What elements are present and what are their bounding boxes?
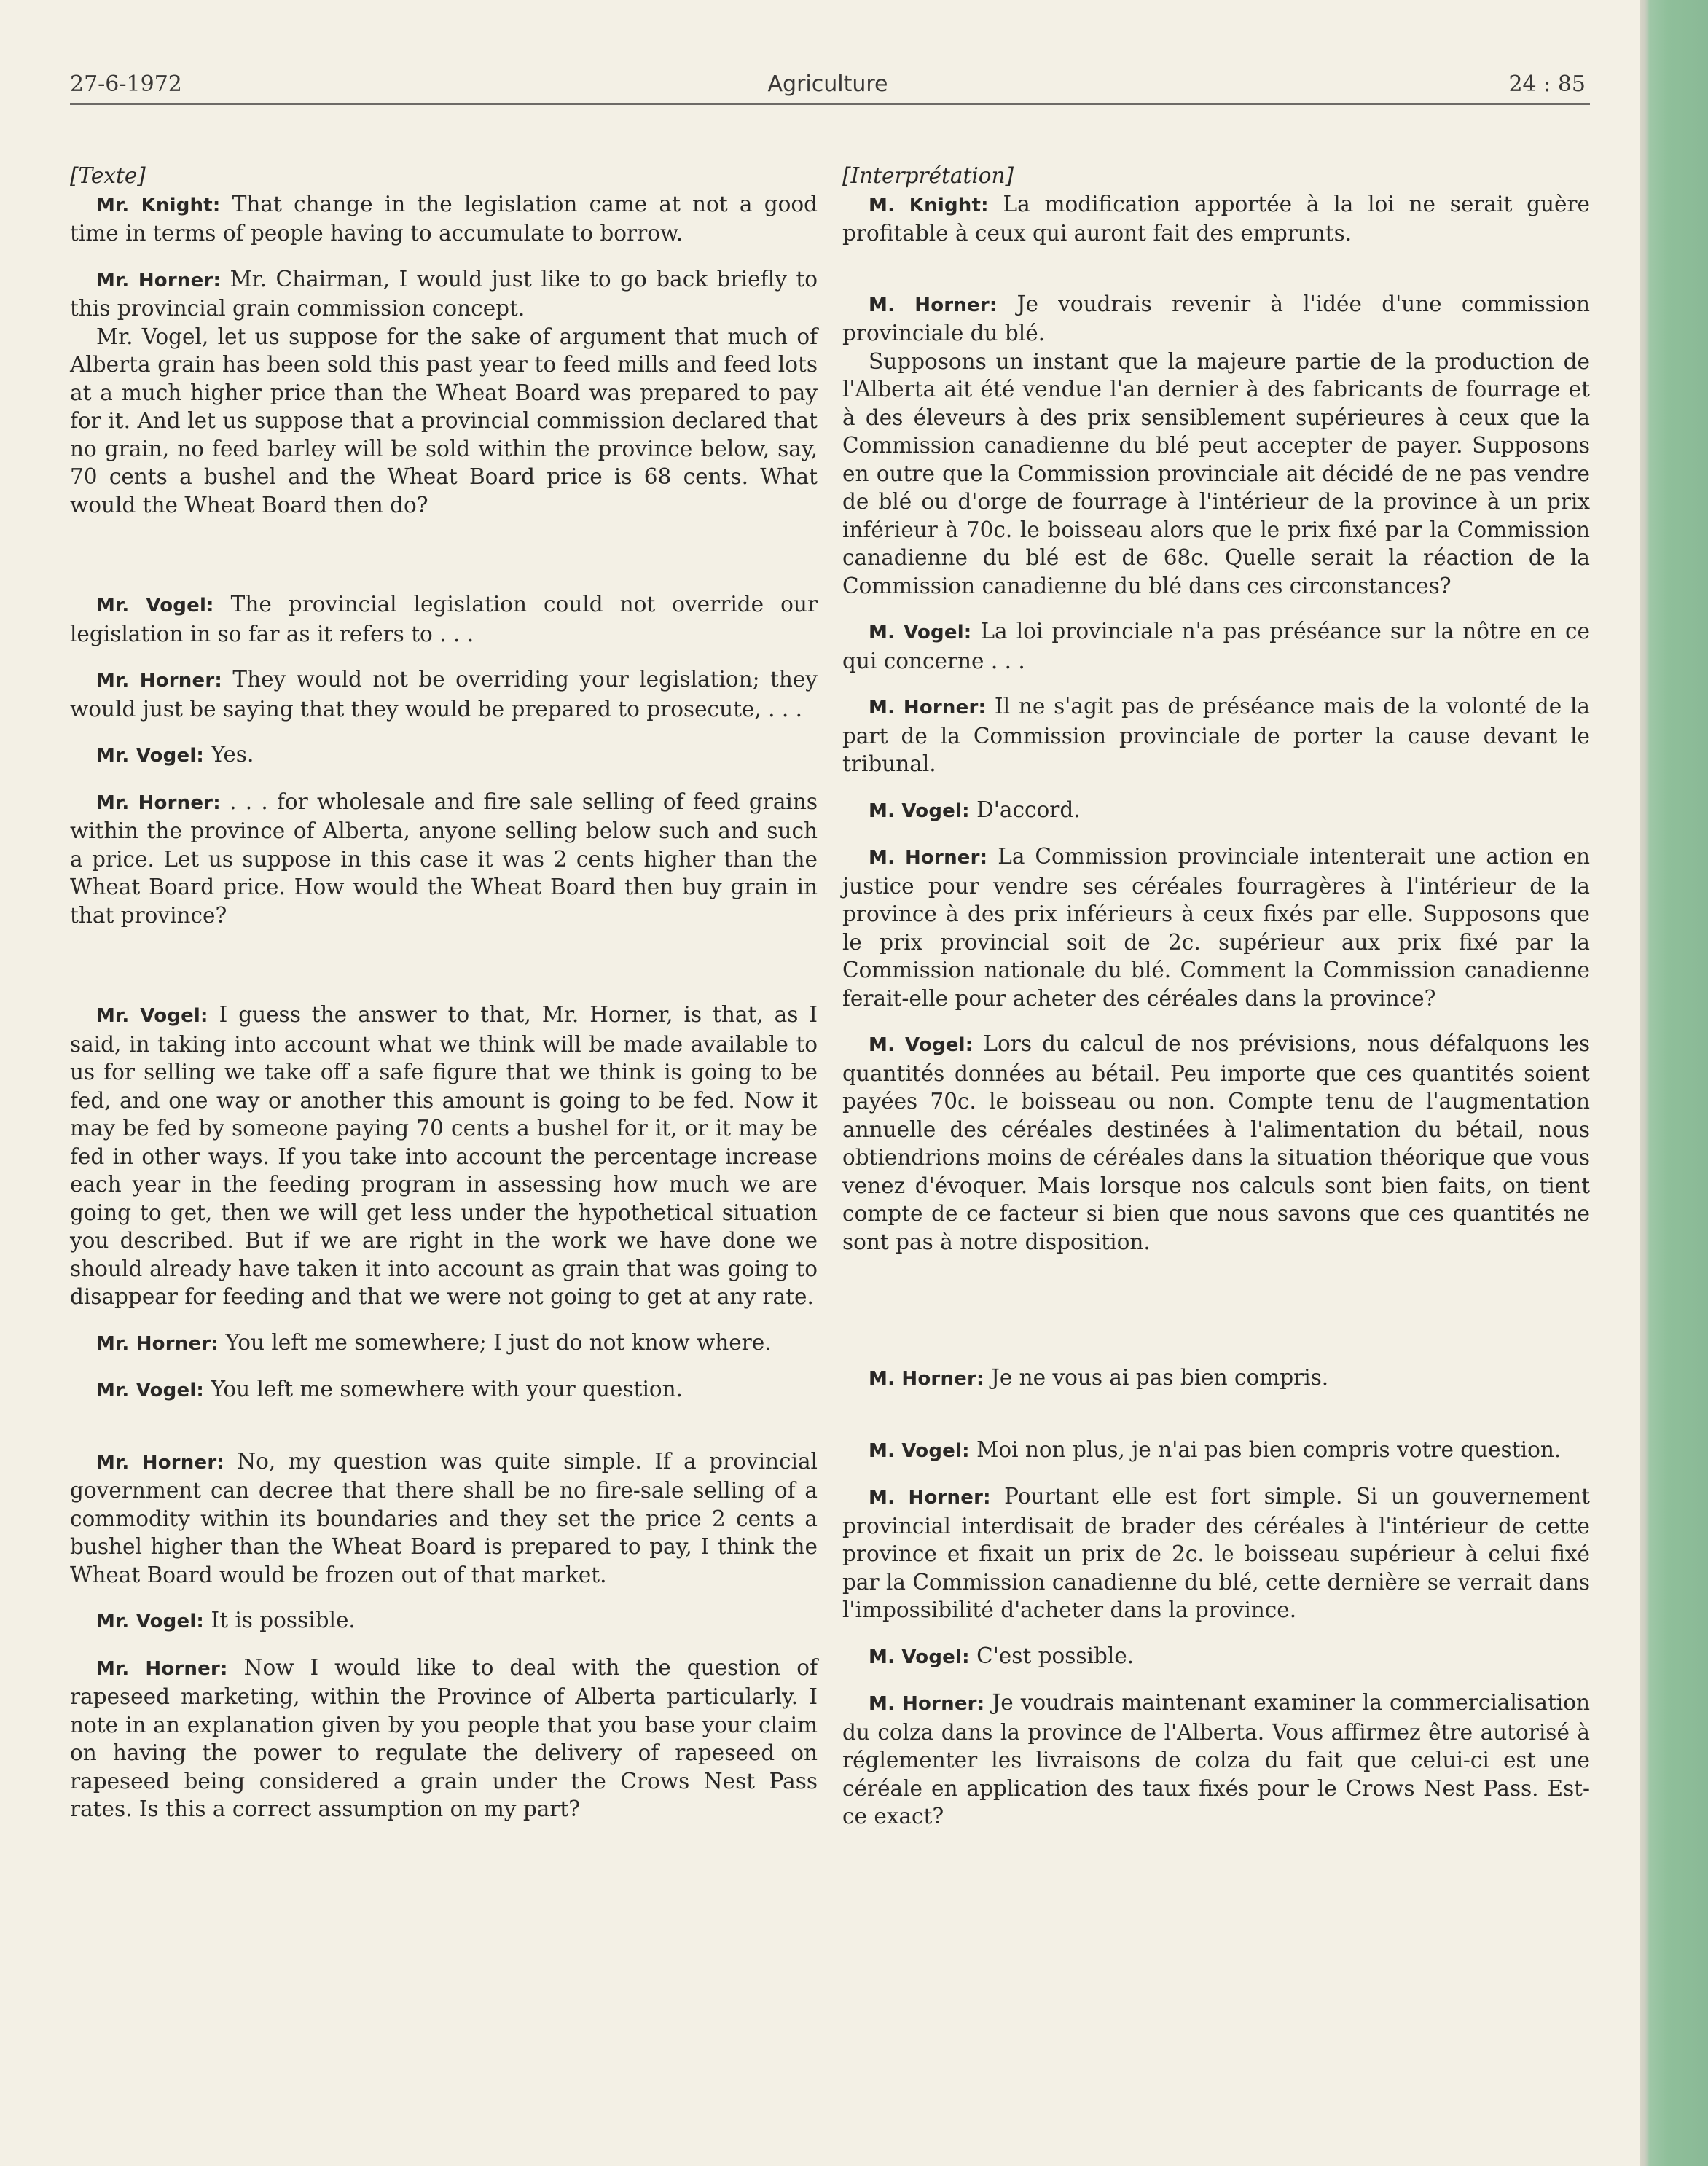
paragraph-text: They would not be overriding your legislation; they would just be saying that they would be prepared to prosecute, . . . — [70, 667, 818, 722]
section-label: [Interprétation] — [842, 163, 1014, 188]
paragraph-text: C'est possible. — [976, 1643, 1135, 1668]
transcript-paragraph — [842, 1689, 1590, 1831]
speaker-name: M. Horner: — [869, 1693, 985, 1715]
paragraph-text: Yes. — [211, 742, 254, 767]
page-header — [70, 70, 1586, 106]
transcript-paragraph — [70, 740, 818, 770]
paragraph-text: Il ne s'agit pas de préséance mais de la volonté de la part de la Commission provinciale de porter la cause devant le tribunal. — [842, 694, 1591, 776]
header-title: Agriculture — [767, 71, 888, 97]
speaker-name: Mr. Horner: — [96, 1451, 224, 1474]
paragraph-text: Lors du calcul de nos prévisions, nous défalquons les quantités données au bétail. Peu importe que ces quantités soient payées 70c. le boisseau ou non. Compte tenu de l'augmentation annuelle des céréales destinées à l'alimentation du bétail, nous obtiendrions moins de céréales dans la situation théorique que vous venez d'évoquer. Mais lorsque nos calculs sont bien faits, on tient compte de ce facteur si bien que nous savons que ces quantités ne sont pas à notre disposition. — [842, 1031, 1590, 1254]
transcript-paragraph — [842, 1436, 1590, 1466]
speaker-name: Mr. Vogel: — [96, 1611, 205, 1633]
header-date: 27-6-1972 — [70, 71, 182, 97]
speaker-name: Mr. Vogel: — [96, 1005, 208, 1027]
speaker-name: M. Horner: — [869, 847, 988, 869]
speaker-name: Mr. Horner: — [96, 1657, 228, 1680]
transcript-paragraph — [842, 190, 1590, 248]
paragraph-text: Mr. Vogel, let us suppose for the sake of argument that much of Alberta grain has been sold this past year to feed mills and feed lots at a much higher price than the Wheat Board was prepared to pay for it. And let us suppose that a provincial commission declared that no grain, no feed barley will be sold within the province below, say, 70 cents a bushel and the Wheat Board price is 68 cents. What would the Wheat Board then do? — [70, 324, 818, 517]
paragraph-text: La loi provinciale n'a pas préséance sur la nôtre en ce qui concerne . . . — [842, 619, 1590, 673]
speaker-name: Mr. Horner: — [96, 1332, 219, 1355]
paragraph-text: No, my question was quite simple. If a provincial government can decree that there shall be no fire-sale selling of a commodity within its boundaries and they set the price 2 cents a bushel higher than the Wheat Board is prepared to pay, I think the Wheat Board would be frozen out of that market. — [70, 1448, 818, 1587]
speaker-name: M. Horner: — [869, 1487, 991, 1509]
speaker-name: M. Vogel: — [869, 622, 972, 644]
section-label: [Texte] — [70, 163, 146, 188]
header-rule — [70, 103, 1590, 105]
paragraph-text: La modification apportée à la loi ne serait guère profitable à ceux qui auront fait des emprunts. — [842, 191, 1590, 246]
speaker-name: Mr. Vogel: — [96, 1380, 205, 1401]
transcript-paragraph — [70, 590, 818, 648]
transcript-paragraph — [842, 348, 1590, 601]
transcript-paragraph — [70, 1447, 818, 1590]
transcript-paragraph — [70, 1654, 818, 1823]
paragraph-text: That change in the legislation came at not a good time in terms of people having to accumulate to borrow. — [70, 191, 818, 246]
transcript-paragraph — [70, 788, 818, 930]
transcript-paragraph — [70, 1375, 818, 1405]
transcript-paragraph — [70, 1329, 818, 1358]
speaker-name: M. Vogel: — [869, 799, 970, 822]
paragraph-text: Je voudrais maintenant examiner la commercialisation du colza dans la province de l'Alberta. Vous affirmez être autorisé à réglementer les livraisons de colza du fait que celui-ci est une céréale en application des taux fixés pour le Crows Nest Pass. Est-ce exact? — [842, 1690, 1590, 1829]
paragraph-text: You left me somewhere; I just do not know where. — [225, 1329, 772, 1355]
transcript-paragraph — [842, 617, 1590, 675]
transcript-paragraph — [70, 190, 818, 248]
paragraph-text: Supposons un instant que la majeure partie de la production de l'Alberta ait été vendue l'an dernier à des fabricants de fourrage et à des éleveurs à des prix sensiblement supérieures à ceux que la Commission canadienne du blé peut accepter de payer. Supposons en outre que la Commission provinciale ait décidé de ne pas vendre de blé ou d'orge de fourrage à l'intérieur de la province à un prix inférieur à 70c. le boisseau alors que le prix fixé par la Commission canadienne du blé est de 68c. Quelle serait la réaction de la Commission canadienne du blé dans ces circonstances? — [842, 348, 1590, 598]
speaker-name: Mr. Knight: — [96, 194, 221, 216]
paragraph-text: . . . for wholesale and fire sale selling of feed grains within the province of Alberta, anyone selling below such and such a price. Let us suppose in this case it was 2 cents higher than the Wheat Board price. How would the Wheat Board then buy grain in that province? — [70, 789, 818, 928]
transcript-paragraph — [842, 796, 1590, 826]
paragraph-text: Now I would like to deal with the question of rapeseed marketing, within the Province of Alberta particularly. I note in an explanation given by you people that you base your claim on having the power to regulate the delivery of rapeseed on rapeseed being considered a grain under the Crows Nest Pass rates. Is this a correct assumption on my part? — [70, 1654, 818, 1821]
paragraph-text: Je voudrais revenir à l'idée d'une commission provinciale du blé. — [842, 291, 1590, 345]
paragraph-text: Mr. Chairman, I would just like to go back briefly to this provincial grain commission concept. — [70, 266, 818, 321]
paragraph-text: You left me somewhere with your question. — [211, 1377, 683, 1401]
speaker-name: Mr. Horner: — [96, 269, 222, 292]
paragraph-text: Moi non plus, je n'ai pas bien compris votre question. — [976, 1436, 1562, 1462]
transcript-paragraph — [70, 323, 818, 520]
transcript-paragraph — [70, 1001, 818, 1311]
transcript-paragraph — [70, 265, 818, 323]
transcript-paragraph — [842, 1030, 1590, 1256]
speaker-name: M. Horner: — [869, 697, 987, 719]
transcript-paragraph — [842, 290, 1590, 348]
speaker-name: M. Vogel: — [869, 1034, 974, 1056]
speaker-name: Mr. Vogel: — [96, 745, 205, 767]
speaker-name: M. Horner: — [869, 294, 998, 316]
french-column — [842, 162, 1590, 1831]
speaker-name: Mr. Horner: — [96, 791, 221, 814]
speaker-name: M. Vogel: — [869, 1646, 970, 1668]
binding-edge — [1640, 0, 1708, 2166]
paragraph-text: It is possible. — [211, 1608, 356, 1633]
speaker-name: Mr. Vogel: — [96, 595, 214, 617]
speaker-name: M. Vogel: — [869, 1439, 970, 1462]
transcript-paragraph — [842, 842, 1590, 1012]
paragraph-text: I guess the answer to that, Mr. Horner, is that, as I said, in taking into account what we think will be made available to us for selling we take off a safe figure that we think is going to be fed, and one way or another this amount is going to be fed. Now it may be fed by someone paying 70 cents a bushel for it, or it may be fed in other ways. If you take into account the percentage increase each year in the feeding program in assessing how much we are going to get, then we will get less under the hypothetical situation you described. But if we are right in the work we have done we should already have taken it into account as grain that was going to disappear for feeding and that we were not going to get at any rate. — [70, 1002, 818, 1309]
transcript-paragraph — [842, 1642, 1590, 1672]
header-page-number: 24 : 85 — [1508, 71, 1586, 97]
transcript-paragraph — [842, 1482, 1590, 1624]
transcript-paragraph — [842, 1364, 1590, 1393]
english-column — [70, 162, 818, 1823]
paragraph-text: The provincial legislation could not override our legislation in so far as it refers to . . . — [70, 592, 818, 646]
paragraph-text: La Commission provinciale intenterait une action en justice pour vendre ses céréales fourragères à l'intérieur de la province à des prix inférieurs à ceux fixés par elle. Supposons que le prix provincial soit de 2c. supérieur aux prix fixé par la Commission nationale du blé. Comment la Commission canadienne ferait-elle pour acheter des céréales dans la province? — [842, 844, 1590, 1011]
speaker-name: Mr. Horner: — [96, 670, 222, 692]
speaker-name: M. Horner: — [869, 1368, 984, 1390]
paragraph-text: Je ne vous ai pas bien compris. — [991, 1365, 1329, 1390]
transcript-paragraph — [842, 692, 1590, 778]
paragraph-text: Pourtant elle est fort simple. Si un gouvernement provincial interdisait de brader des céréales à l'intérieur de cette province et fixait un prix de 2c. le boisseau supérieur à celui fixé par la Commission canadienne du blé, cette dernière se verrait dans l'impossibilité d'acheter dans la province. — [842, 1484, 1591, 1622]
transcript-paragraph — [70, 665, 818, 723]
speaker-name: M. Knight: — [869, 194, 989, 216]
transcript-paragraph — [70, 1606, 818, 1636]
paragraph-text: D'accord. — [976, 797, 1081, 822]
